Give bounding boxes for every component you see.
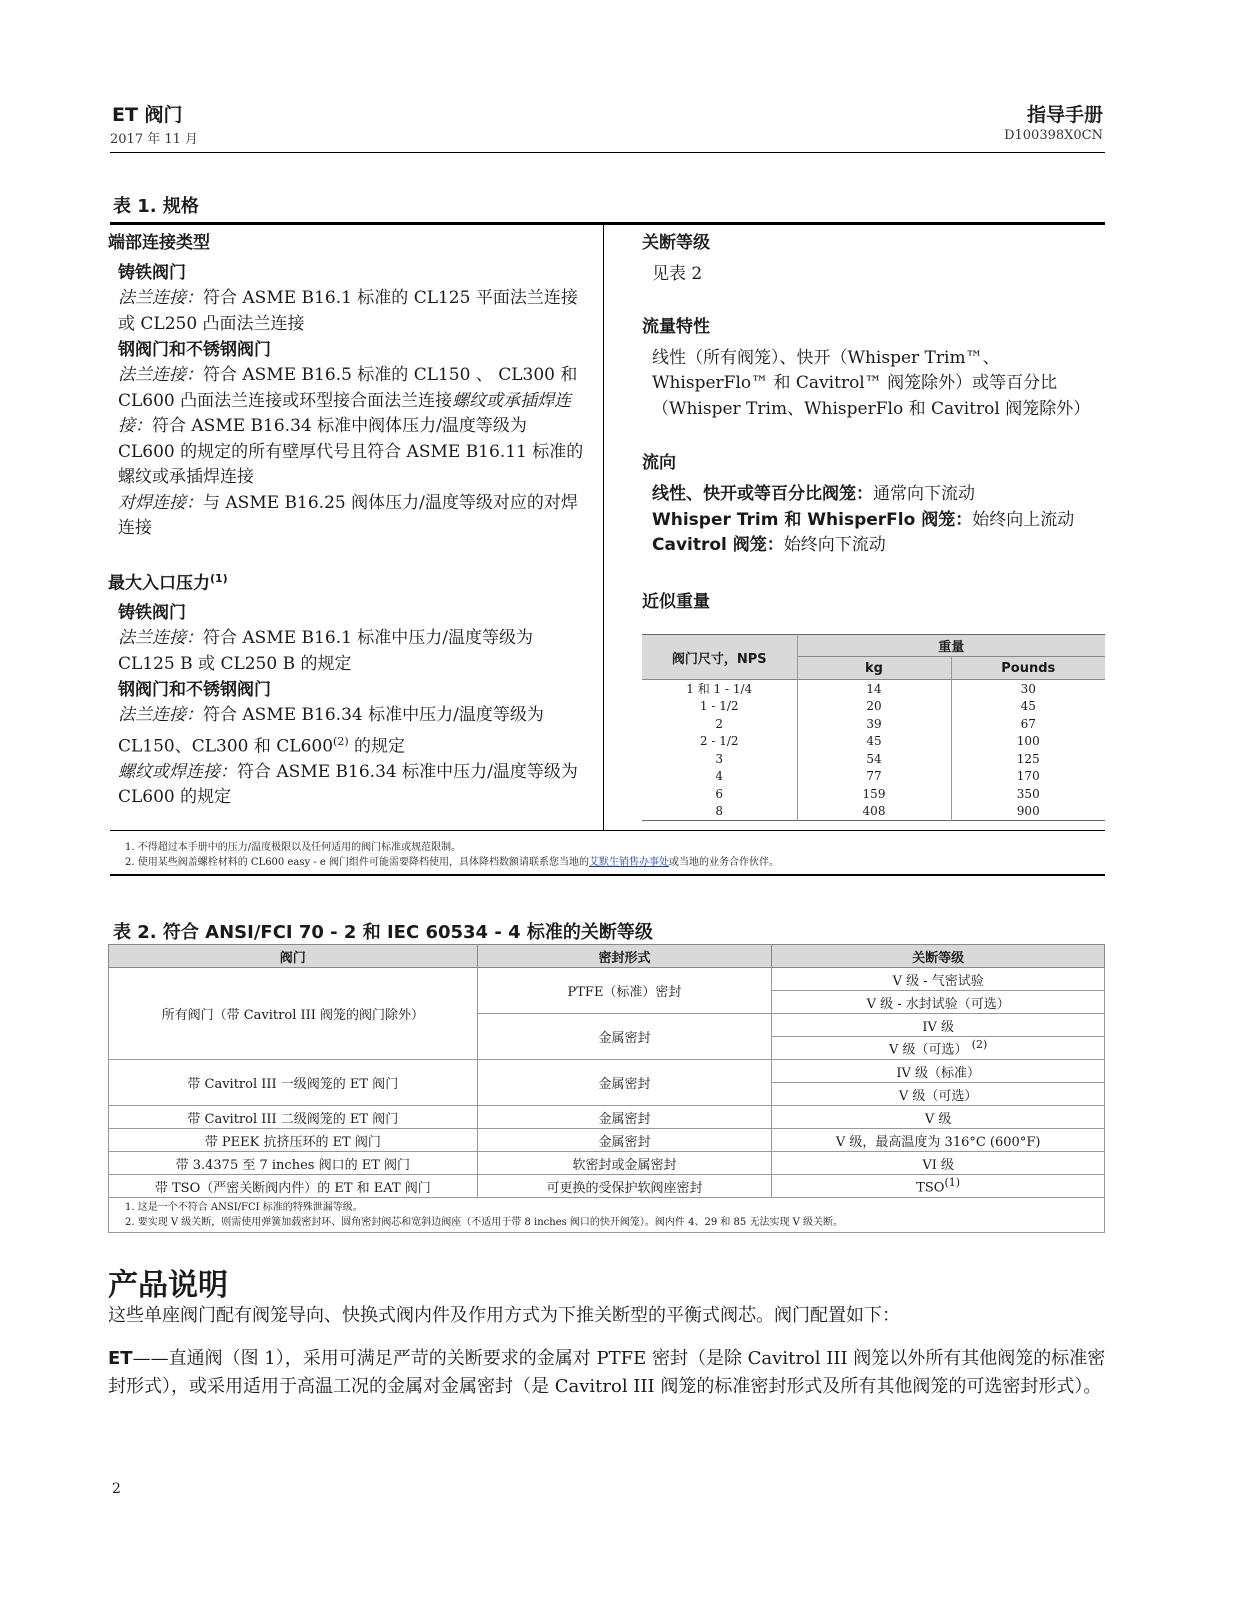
weight-cell-pounds: 900 [951,803,1105,821]
weight-cell-size: 6 [715,786,724,801]
flow-direction-item [652,508,1102,534]
weight-cell-pounds: 170 [951,768,1105,786]
pressure-steel-thread-label: 螺纹或焊连接： [118,761,237,782]
weight-row [642,733,1105,751]
flow-direction-text: 通常向下流动 [873,484,975,504]
table2-class-v: V 级 [772,1106,1105,1129]
weight-cell-size: 8 [715,804,724,819]
weight-row [642,698,1105,716]
weight-cell-size: 4 [715,769,724,784]
weight-cell-kg: 20 [797,698,951,716]
pressure-steel-flange-text: 符合 ASME B16.34 标准中压力/温度等级为 CL150、CL300 和 CL600 [118,705,544,757]
weight-row [642,785,1105,803]
weight-cell-size: 3 [715,751,724,766]
steel-connection-spec [118,363,588,542]
table1-top-rule [110,222,1105,225]
cast-iron-heading: 铸铁阀门 [118,263,186,283]
table1-footnote-1: 1. 不得超过本手册中的压力/温度极限以及任何适用的阀门标准或规范限制。 [125,842,462,853]
weight-row [642,680,1105,698]
pressure-steel-flange-spec [118,703,588,760]
pressure-steel-flange-label: 法兰连接： [118,705,203,726]
weight-cell-kg: 408 [797,803,951,821]
weight-cell-pounds: 67 [951,715,1105,733]
flow-direction-item [652,482,1102,508]
steel-thread-text: 符合 ASME B16.34 标准中阀体压力/温度等级为 CL600 的规定的所有壁厚代号且符合 ASME B16.11 标准的螺纹或承插焊连接 [118,416,584,487]
table2-col-seal: 密封形式 [477,945,772,968]
pressure-steel-thread-text: 符合 ASME B16.34 标准中压力/温度等级为 CL600 的规定 [118,761,578,808]
weight-cell-kg: 45 [797,733,951,751]
table2-metal-seal: 金属密封 [477,1014,772,1060]
shutoff-text: 见表 2 [652,264,703,284]
table2-cavitrol-2: 带 Cavitrol III 二级阀笼的 ET 阀门 [109,1106,478,1129]
pressure-steel-heading: 钢阀门和不锈钢阀门 [118,680,271,701]
flow-characteristic-text: 线性（所有阀笼）、快开（Whisper Trim™、WhisperFlo™ 和 Cavitrol™ 阀笼除外）或等百分比（Whisper Trim、WhisperFlo 和 Cavitrol 阀笼除外） [652,347,1091,419]
table2-cavitrol-2-seal: 金属密封 [477,1106,772,1129]
table1-bottom-rule [110,874,1105,876]
pressure-steel-footnote-ref: (2) [333,734,349,748]
header-right-title: 指导手册 [1026,104,1103,126]
pressure-steel-flange-text-end: 的规定 [348,736,406,757]
shutoff-class-table [108,944,1105,1233]
table1-footnote-rule [110,830,1105,831]
cast-iron-flange-text: 符合 ASME B16.1 标准的 CL125 平面法兰连接或 CL250 凸面法兰连接 [118,288,578,334]
table2-footnotes [109,1198,1105,1233]
pressure-cast-iron-heading: 铸铁阀门 [118,603,186,624]
header-date: 2017 年 11 月 [110,132,199,147]
approx-weight-heading: 近似重量 [642,591,710,612]
weight-row [642,768,1105,786]
table2-tso-class [772,1175,1105,1198]
steel-flange-text: 符合 ASME B16.5 标准的 CL150 、 CL300 和 CL600 凸面法兰连接或环型接合面法兰连接 [118,365,578,411]
table2-class-v-optional [772,1037,1105,1060]
max-pressure-heading [108,566,588,597]
table2-footnote-1: 1. 这是一个不符合 ANSI/FCI 标准的特殊泄漏等级。 [125,1202,363,1213]
pressure-steel-thread-spec [118,760,588,811]
flow-direction-label: Cavitrol 阀笼： [652,535,784,555]
table2-class-vi: VI 级 [772,1152,1105,1175]
pressure-cast-iron-label: 法兰连接： [118,628,203,649]
flow-direction-item [652,533,1102,559]
weight-cell-kg: 77 [797,768,951,786]
flow-direction-heading: 流向 [642,453,676,473]
weight-cell-size: 1 - 1/2 [699,699,739,714]
steel-heading: 钢阀门和不锈钢阀门 [118,340,271,360]
steel-thread-label: 螺纹或承插焊连接： [118,390,572,436]
weight-cell-kg: 39 [797,715,951,733]
table1-footnote-2-end: 或当地的业务合作伙伴。 [668,857,779,868]
table2-class-v-temp: V 级，最高温度为 316°C (600°F) [772,1129,1105,1152]
table2-title: 表 2. 符合 ANSI/FCI 70 - 2 和 IEC 60534 - 4 标准的关断等级 [113,922,653,943]
table2-ptfe-seal: PTFE（标准）密封 [477,968,772,1014]
weight-table [642,634,1105,821]
pressure-cast-iron-spec [118,626,588,677]
steel-flange-label: 法兰连接： [118,365,203,385]
weight-cell-pounds: 125 [951,750,1105,768]
flow-direction-list [642,482,1102,559]
weight-col-kg: kg [797,657,951,680]
weight-table-body [642,680,1105,821]
table1-right-column [642,230,1102,615]
product-description-heading: 产品说明 [108,1268,228,1303]
steel-weld-text: 与 ASME B16.25 阀体压力/温度等级对应的对焊连接 [118,492,578,538]
sales-office-link[interactable]: 艾默生销售办事处 [588,857,669,868]
table2-tso-text: TSO [916,1180,945,1196]
table2-footnote-2: 2. 要实现 V 级关断，则需使用弹簧加载密封环、圆角密封阀芯和宽斜边阀座（不适用于带 8 inches 阀口的快开阀笼）。阀内件 4、29 和 85 无法实现 V 级关断。 [125,1217,844,1228]
table2-class-v-optional-text: V 级（可选） [889,1042,968,1058]
table2-all-valves: 所有阀门（带 Cavitrol III 阀笼的阀门除外） [109,968,478,1060]
max-pressure-heading-text: 最大入口压力 [108,573,210,594]
weight-cell-size: 2 - 1/2 [699,734,739,749]
table1-title: 表 1. 规格 [113,196,199,217]
table2-class-v-opt: V 级（可选） [772,1083,1105,1106]
end-connection-heading: 端部连接类型 [108,233,210,253]
table2-tso-seal: 可更换的受保护软阀座密封 [477,1175,772,1198]
table1-left-column [108,230,588,811]
flow-direction-label: Whisper Trim 和 WhisperFlo 阀笼： [652,509,973,530]
cast-iron-flange-label: 法兰连接： [118,288,203,308]
weight-cell-kg: 14 [797,680,951,698]
table2-cavitrol-1-seal: 金属密封 [477,1060,772,1106]
weight-row [642,750,1105,768]
weight-cell-pounds: 30 [951,680,1105,698]
weight-col-weight: 重量 [797,635,1105,657]
product-et-label: ET [108,1348,133,1369]
flow-direction-text: 始终向下流动 [783,535,886,555]
steel-weld-label: 对焊连接： [118,492,203,513]
weight-row [642,803,1105,821]
weight-cell-kg: 159 [797,785,951,803]
table2-col-valve: 阀门 [109,945,478,968]
product-et-text: ——直通阀（图 1），采用可满足严苛的关断要求的金属对 PTFE 密封（是除 Cavitrol III 阀笼以外所有其他阀笼的标准密封形式），或采用适用于高温工况的金属对金属密封（是 Cavitrol III 阀笼的标准密封形式及所有其他阀笼的可选密封形式）。 [108,1348,1106,1397]
table2-col-class: 关断等级 [772,945,1105,968]
flow-direction-text: 始终向上流动 [972,509,1075,530]
header-divider [110,152,1105,153]
table2-class-iv-standard: IV 级（标准） [772,1060,1105,1083]
table2-footnote-ref-2: (2) [971,1038,988,1052]
table2-port: 带 3.4375 至 7 inches 阀口的 ET 阀门 [109,1152,478,1175]
table1-footnote-2-text: 2. 使用某些阀盖螺栓材料的 CL600 easy - e 阀门组件可能需要降档使用，具体降档数额请联系您当地的 [125,857,589,868]
table2-class-v-water: V 级 - 水封试验（可选） [772,991,1105,1014]
table1-column-divider [603,225,604,830]
pressure-cast-iron-text: 符合 ASME B16.1 标准中压力/温度等级为 CL125 B 或 CL250 B 的规定 [118,628,534,674]
table2-cavitrol-1: 带 Cavitrol III 一级阀笼的 ET 阀门 [109,1060,478,1106]
max-pressure-footnote-ref: (1) [210,571,228,585]
weight-cell-pounds: 100 [951,733,1105,751]
header-left-title: ET 阀门 [112,104,183,126]
table2-peek-seal: 金属密封 [477,1129,772,1152]
weight-cell-pounds: 350 [951,785,1105,803]
table2-class-iv: IV 级 [772,1014,1105,1037]
weight-cell-kg: 54 [797,750,951,768]
cast-iron-flange-spec [118,286,588,337]
table2-port-seal: 软密封或金属密封 [477,1152,772,1175]
table2-tso-valve: 带 TSO（严密关断阀内件）的 ET 和 EAT 阀门 [109,1175,478,1198]
table2-peek: 带 PEEK 抗挤压环的 ET 阀门 [109,1129,478,1152]
table2-footnote-ref-1: (1) [944,1176,961,1190]
product-intro: 这些单座阀门配有阀笼导向、快换式阀内件及作用方式为下推关断型的平衡式阀芯。阀门配置如下： [108,1305,900,1326]
flow-characteristic-heading: 流量特性 [642,316,710,337]
product-et-description [108,1345,1108,1401]
weight-cell-pounds: 45 [951,698,1105,716]
shutoff-heading: 关断等级 [642,233,710,253]
flow-direction-label: 线性、快开或等百分比阀笼： [652,484,873,504]
weight-cell-size: 2 [715,716,724,731]
weight-cell-size: 1 和 1 - 1/4 [686,682,753,697]
weight-row [642,715,1105,733]
weight-col-pounds: Pounds [951,657,1105,680]
table2-class-v-gas: V 级 - 气密试验 [772,968,1105,991]
table1-footnote-2 [125,853,779,868]
page-number: 2 [112,1481,121,1497]
header-doc-code: D100398X0CN [1004,128,1103,143]
weight-col-size: 阀门尺寸，NPS [642,635,797,680]
